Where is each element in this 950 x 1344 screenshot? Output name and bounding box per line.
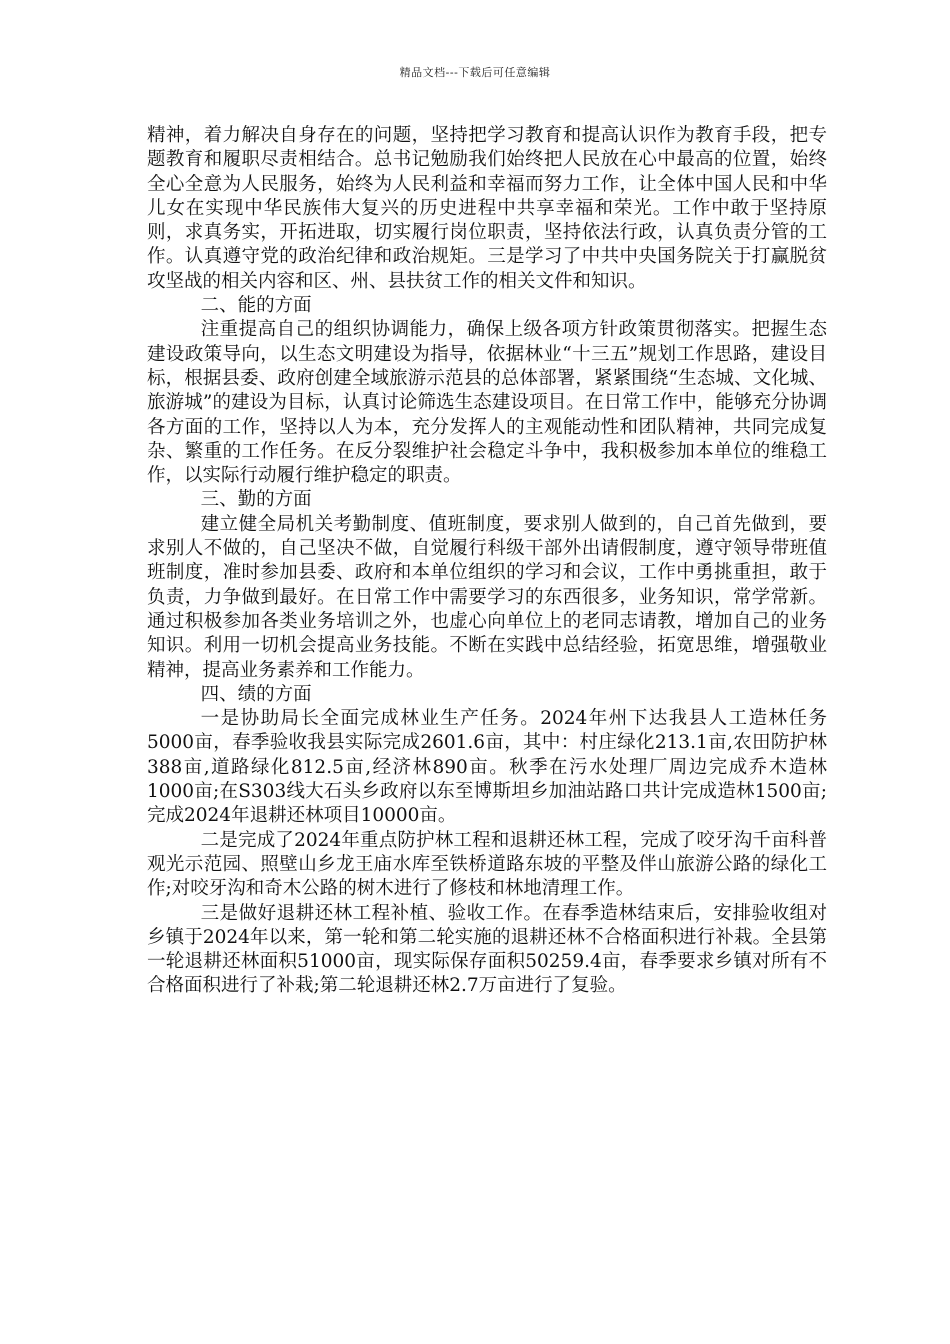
- section-heading: 四、绩的方面: [200, 683, 312, 705]
- body-paragraph: 二是完成了2024年重点防护林工程和退耕还林工程，完成了咬牙沟千亩科普观光示范园、照壁山乡龙王庙水库至铁桥道路东坡的平整及伴山旅游公路的绿化工作;对咬牙沟和奇木公路的树木进行了修枝和林地清理工作。: [147, 829, 827, 900]
- body-paragraph: 建立健全局机关考勤制度、值班制度，要求别人做到的，自己首先做到，要求别人不做的，自己坚决不做，自觉履行科级干部外出请假制度，遵守领导带班值班制度，准时参加县委、政府和本单位组织的学习和会议，工作中勇挑重担，敢于负责，力争做到最好。在日常工作中需要学习的东西很多，业务知识，常学常新。通过积极参加各类业务培训之外，也虚心向单位上的老同志请教，增加自己的业务知识。利用一切机会提高业务技能。不断在实践中总结经验，拓宽思维，增强敬业精神，提高业务素养和工作能力。: [147, 513, 827, 681]
- body-paragraph: 精神，着力解决自身存在的问题，坚持把学习教育和提高认识作为教育手段，把专题教育和履职尽责相结合。总书记勉励我们始终把人民放在心中最高的位置，始终全心全意为人民服务，始终为人民利益和幸福而努力工作，让全体中国人民和中华儿女在实现中华民族伟大复兴的历史进程中共享幸福和荣光。工作中敢于坚持原则，求真务实，开拓进取，切实履行岗位职责，坚持依法行政，认真负责分管的工作。认真遵守党的政治纪律和政治规矩。三是学习了中共中央国务院关于打赢脱贫攻坚战的相关内容和区、州、县扶贫工作的相关文件和知识。: [147, 125, 827, 292]
- section-heading: 三、勤的方面: [200, 489, 312, 511]
- document-body: [147, 124, 827, 999]
- body-paragraph: 三是做好退耕还林工程补植、验收工作。在春季造林结束后，安排验收组对乡镇于2024年以来，第一轮和第二轮实施的退耕还林不合格面积进行补栽。全县第一轮退耕还林面积51000亩，现实际保存面积50259.4亩，春季要求乡镇对所有不合格面积进行了补栽;第二轮退耕还林2.7万亩进行了复验。: [147, 902, 827, 997]
- body-paragraph: 一是协助局长全面完成林业生产任务。2024年州下达我县人工造林任务5000亩，春季验收我县实际完成2601.6亩，其中：村庄绿化213.1亩,农田防护林388亩,道路绿化812.5亩,经济林890亩。秋季在污水处理厂周边完成乔木造林1000亩;在S303线大石头乡政府以东至博斯坦乡加油站路口共计完成造林1500亩;完成2024年退耕还林项目10000亩。: [147, 708, 827, 827]
- body-paragraph: 注重提高自己的组织协调能力，确保上级各项方针政策贯彻落实。把握生态建设政策导向，以生态文明建设为指导，依据林业“十三五”规划工作思路，建设目标，根据县委、政府创建全域旅游示范县的总体部署，紧紧围绕“生态城、文化城、旅游城”的建设为目标，认真讨论筛选生态建设项目。在日常工作中，能够充分协调各方面的工作，坚持以人为本，充分发挥人的主观能动性和团队精神，共同完成复杂、繁重的工作任务。在反分裂维护社会稳定斗争中，我积极参加本单位的维稳工作，以实际行动履行维护稳定的职责。: [147, 319, 827, 487]
- page-header: 精品文档---下载后可任意编辑: [399, 66, 551, 79]
- section-heading: 二、能的方面: [200, 295, 312, 317]
